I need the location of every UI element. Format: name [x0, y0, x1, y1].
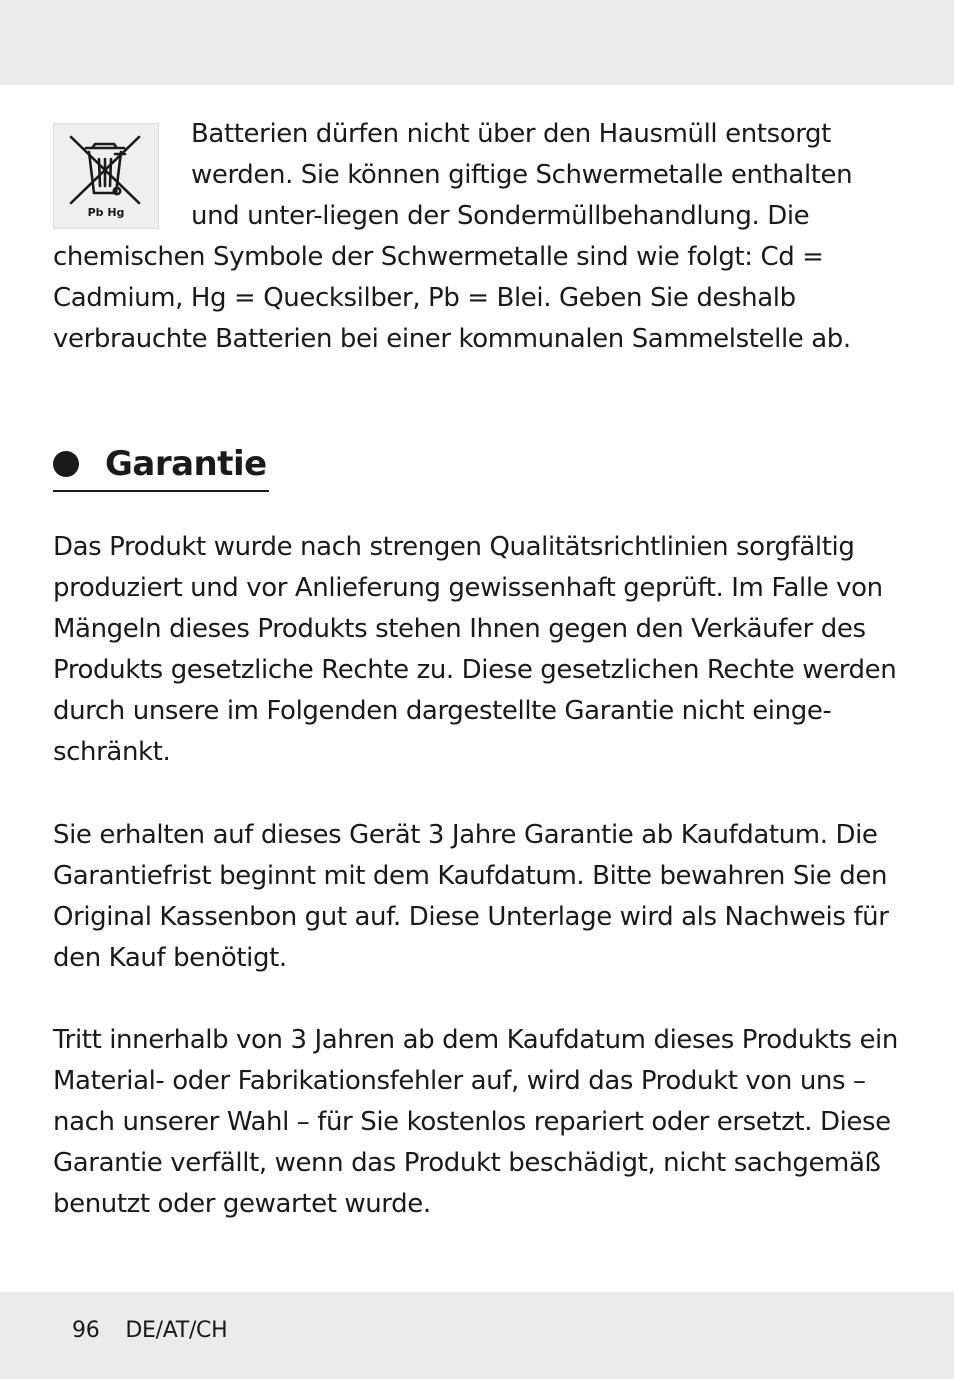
page-footer [72, 1315, 227, 1347]
paragraph-warranty-conditions: Tritt innerhalb von 3 Jahren ab dem Kaufdatum dieses Produkts ein Material- oder Fabrikationsfehler auf, wird das Produkt von uns – nach unserer Wahl – für Sie kostenlos repariert oder ersetzt. Diese Garantie verfällt, wenn das Produkt beschädigt, nicht sachgemäß benutzt oder gewartet wurde. [53, 1025, 898, 1219]
battery-disposal-text: Batterien dürfen nicht über den Hausmüll entsorgt werden. Sie können giftige Schwermetalle enthalten und unter-liegen der Sondermüllbehandlung. Die chemischen Symbole der Schwermetalle sind wie folgt: Cd = Cadmium, Hg = Quecksilber, Pb = Blei. Geben Sie deshalb verbrauchte Batterien bei einer kommunalen Sammelstelle ab. [53, 119, 853, 354]
heading-bullet-icon [53, 451, 79, 477]
battery-notice [53, 114, 908, 360]
crossed-out-bin-icon [53, 123, 159, 229]
section-title: Garantie [105, 444, 267, 484]
page-number: 96 [72, 1318, 100, 1343]
region-code: DE/AT/CH [125, 1318, 228, 1343]
paragraph-product-quality: Das Produkt wurde nach strengen Qualitätsrichtlinien sorgfältig produziert und vor Anlieferung gewissenhaft geprüft. Im Falle von Mängeln dieses Produkts stehen Ihnen gegen den Verkäufer des Produkts gesetzliche Rechte zu. Diese gesetzlichen Rechte werden durch unsere im Folgenden dargestellte Garantie nicht einge-schränkt. [53, 532, 897, 767]
header-band [0, 0, 954, 85]
section-heading [53, 440, 269, 492]
chemical-symbols-label: Pb Hg [87, 206, 125, 219]
paragraph-warranty-period: Sie erhalten auf dieses Gerät 3 Jahre Garantie ab Kaufdatum. Die Garantiefrist beginnt mit dem Kaufdatum. Bitte bewahren Sie den Original Kassenbon gut auf. Diese Unterlage wird als Nachweis für den Kauf benötigt. [53, 820, 889, 973]
